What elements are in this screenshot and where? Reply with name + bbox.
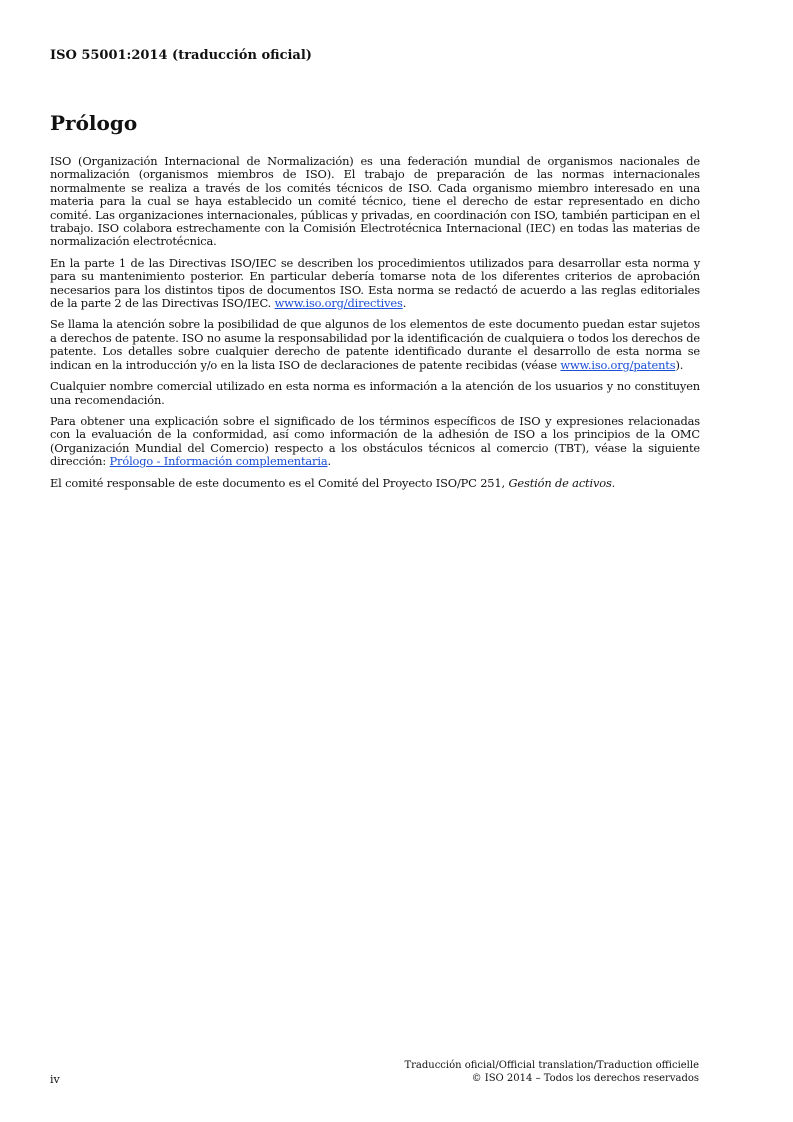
paragraph-committee (50, 477, 700, 490)
directives-link[interactable]: www.iso.org/directives (274, 296, 403, 311)
page-title: Prólogo (50, 111, 138, 135)
paragraph-terms (50, 415, 700, 469)
document-header: ISO 55001:2014 (traducción oficial) (50, 48, 312, 63)
footer-copyright-line: © ISO 2014 – Todos los derechos reservados (471, 1073, 699, 1084)
paragraph-patents-end: ). (675, 357, 684, 372)
patents-link[interactable]: www.iso.org/patents (560, 357, 676, 372)
paragraph-committee-text: El comité responsable de este documento es el Comité del Proyecto ISO/PC 251, (50, 475, 505, 490)
paragraph-patents-text: Se llama la atención sobre la posibilidad de que algunos de los elementos de este documento puedan estar sujetos a derechos de patente. ISO no asume la responsabilidad por la identificación de cualquiera o todos los derechos de patente. Los detalles sobre cualquier derecho de patente identificado durante el desarrollo de esta norma se indican en la introducción y/o en la lista ISO de declaraciones de patente recibidas (véase (50, 317, 700, 372)
footer-copyright (404, 1059, 699, 1085)
committee-name: Gestión de activos. (508, 475, 616, 490)
paragraph-directives-text: En la parte 1 de las Directivas ISO/IEC se describen los procedimientos utilizados para desarrollar esta norma y para su mantenimiento posterior. En particular debería tomarse nota de los diferentes criterios de aprobación necesarios para los distintos tipos de documentos ISO. Esta norma se redactó de acuerdo a las reglas editoriales de la parte 2 de las Directivas ISO/IEC. (50, 255, 700, 311)
paragraph-terms-end: . (327, 454, 331, 469)
paragraph-directives (50, 257, 700, 311)
paragraph-terms-text: Para obtener una explicación sobre el significado de los términos específicos de ISO y expresiones relacionadas con la evaluación de la conformidad, así como información de la adhesión de ISO a los principios de la OMC (Organización Mundial del Comercio) respecto a los obstáculos técnicos al comercio (TBT), véase la siguiente dirección: (50, 413, 700, 469)
supplementary-info-link[interactable]: Prólogo - Información complementaria (109, 454, 328, 469)
foreword-body (50, 155, 700, 498)
paragraph-iso-intro: ISO (Organización Internacional de Normalización) es una federación mundial de organismos nacionales de normalización (organismos miembros de ISO). El trabajo de preparación de las normas internacionales normalmente se realiza a través de los comités técnicos de ISO. Cada organismo miembro interesado en una materia para la cual se haya establecido un comité técnico, tiene el derecho de estar representado en dicho comité. Las organizaciones internacionales, públicas y privadas, en coordinación con ISO, también participan en el trabajo. ISO colabora estrechamente con la Comisión Electrotécnica Internacional (IEC) en todas las materias de normalización electrotécnica. (50, 154, 700, 249)
paragraph-patents (50, 318, 700, 372)
footer-translation-line: Traducción oficial/Official translation/Traduction officielle (404, 1060, 699, 1071)
paragraph-trade-names: Cualquier nombre comercial utilizado en esta norma es información a la atención de los usuarios y no constituyen una recomendación. (50, 379, 700, 407)
paragraph-directives-end: . (402, 296, 407, 311)
page-number: iv (50, 1073, 60, 1086)
